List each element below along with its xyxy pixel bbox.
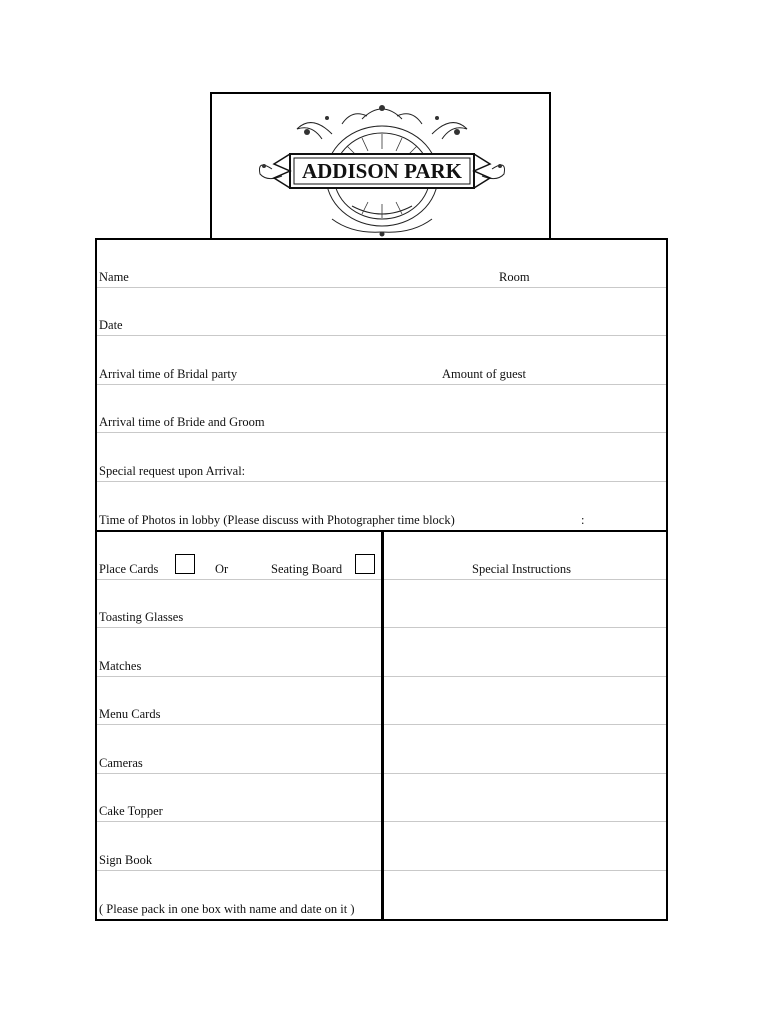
instruction-line[interactable] — [384, 726, 666, 774]
date-row[interactable] — [97, 288, 666, 336]
special-instructions-label: Special Instructions — [472, 562, 571, 576]
list-item[interactable] — [97, 774, 381, 822]
photos-label: Time of Photos in lobby (Please discuss with Photographer time block) — [99, 513, 455, 527]
toasting-glasses-label: Toasting Glasses — [99, 610, 184, 624]
sign-book-label: Sign Book — [99, 853, 153, 867]
name-label: Name — [99, 270, 129, 284]
special-request-row[interactable] — [97, 434, 666, 482]
seating-board-label: Seating Board — [271, 562, 343, 576]
date-label: Date — [99, 318, 123, 332]
pack-note-label: ( Please pack in one box with name and date on it ) — [99, 902, 355, 916]
place-cards-checkbox[interactable] — [175, 554, 195, 574]
arrival-bride-groom-label: Arrival time of Bride and Groom — [99, 415, 265, 429]
photos-row[interactable] — [97, 482, 666, 530]
list-item[interactable] — [97, 677, 381, 725]
instruction-line[interactable] — [384, 629, 666, 677]
name-row[interactable] — [97, 240, 666, 288]
arrival-bridal-row[interactable] — [97, 337, 666, 385]
photos-colon: : — [581, 513, 585, 527]
cake-topper-label: Cake Topper — [99, 804, 163, 818]
form-box — [95, 238, 668, 921]
special-request-label: Special request upon Arrival: — [99, 464, 246, 478]
seating-board-checkbox[interactable] — [355, 554, 375, 574]
cameras-label: Cameras — [99, 756, 143, 770]
list-item[interactable] — [97, 629, 381, 677]
instruction-line[interactable] — [384, 580, 666, 628]
list-item — [97, 871, 381, 919]
list-item[interactable] — [97, 823, 381, 871]
instruction-line[interactable] — [384, 677, 666, 725]
place-cards-label: Place Cards — [99, 562, 159, 576]
instruction-line[interactable] — [384, 774, 666, 822]
arrival-bride-groom-row[interactable] — [97, 385, 666, 433]
instruction-line[interactable] — [384, 871, 666, 919]
addison-park-logo — [212, 94, 553, 240]
arrival-bridal-label: Arrival time of Bridal party — [99, 367, 238, 381]
instruction-line[interactable] — [384, 823, 666, 871]
matches-label: Matches — [99, 659, 142, 673]
special-instructions-header — [384, 532, 666, 580]
logo-box — [210, 92, 551, 238]
amount-guest-label: Amount of guest — [442, 367, 527, 381]
list-item[interactable] — [97, 580, 381, 628]
place-cards-row — [97, 532, 381, 580]
logo-text: ADDISON PARK — [301, 159, 463, 183]
or-label: Or — [215, 562, 229, 576]
room-label: Room — [499, 270, 530, 284]
list-item[interactable] — [97, 726, 381, 774]
menu-cards-label: Menu Cards — [99, 707, 161, 721]
